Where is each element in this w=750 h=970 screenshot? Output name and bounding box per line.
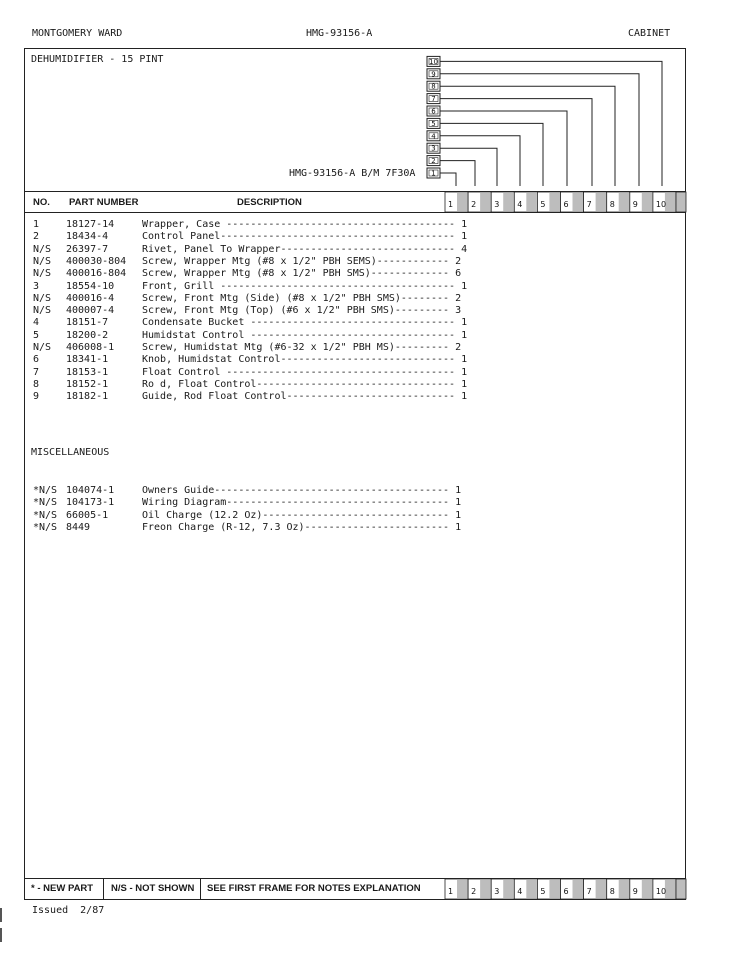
part-description: Screw, Front Mtg (Side) (#8 x 1/2" PBH SMS)-------- 2 [142, 292, 462, 304]
ref-no: N/S [33, 342, 52, 353]
part-description: Float Control -------------------------------------- 1 [142, 366, 468, 378]
ref-no: 9 [33, 391, 40, 403]
svg-text:10: 10 [655, 200, 667, 209]
part-description: Guide, Rod Float Control---------------------------- 1 [142, 391, 468, 403]
see-first-frame-note: SEE FIRST FRAME FOR NOTES EXPLANATION [207, 883, 421, 894]
svg-text:3: 3 [494, 887, 500, 896]
ref-no: N/S [33, 268, 52, 280]
svg-text:2: 2 [471, 887, 477, 896]
svg-text:7: 7 [586, 200, 592, 209]
issued-date: Issued 2/87 [32, 905, 105, 916]
col-description-label: DESCRIPTION [237, 197, 302, 208]
svg-text:2: 2 [471, 200, 477, 209]
scan-mark [0, 928, 2, 942]
ref-no: *N/S [33, 497, 58, 509]
ref-no: 7 [33, 366, 40, 378]
svg-text:5: 5 [540, 887, 546, 896]
col-no-label: NO. [33, 197, 50, 208]
part-number: 8449 [66, 521, 91, 533]
svg-text:9: 9 [632, 200, 638, 209]
ref-no: *N/S [33, 485, 58, 496]
svg-text:3: 3 [431, 144, 436, 153]
part-number: 18127-14 [66, 219, 115, 230]
ref-no: N/S [33, 305, 52, 317]
not-shown-legend: N/S - NOT SHOWN [111, 883, 195, 894]
ref-no: N/S [33, 243, 52, 255]
svg-text:2: 2 [431, 157, 436, 166]
part-description: Ro d, Float Control--------------------------------- 1 [142, 378, 468, 390]
ref-no: 6 [33, 354, 40, 366]
ref-no: 8 [33, 378, 40, 390]
svg-text:7: 7 [431, 95, 436, 104]
misc-heading: MISCELLANEOUS [31, 447, 110, 458]
part-description: Knob, Humidstat Control----------------------------- 1 [142, 354, 468, 366]
svg-text:5: 5 [540, 200, 546, 209]
part-description: Owners Guide--------------------------------------- 1 [142, 485, 462, 496]
part-number: 18554-10 [66, 280, 115, 292]
part-number: 400030-804 [66, 255, 127, 267]
ref-no: 1 [33, 219, 40, 230]
part-description: Screw, Front Mtg (Top) (#6 x 1/2" PBH SMS)--------- 3 [142, 305, 462, 317]
ref-column-box [584, 879, 607, 899]
new-part-legend: * - NEW PART [31, 883, 94, 894]
svg-text:5: 5 [431, 119, 436, 128]
svg-text:7: 7 [586, 887, 592, 896]
part-description: Control Panel--------------------------------------- 1 [142, 231, 468, 243]
part-number: 18152-1 [66, 378, 109, 390]
svg-text:6: 6 [563, 887, 569, 896]
svg-text:3: 3 [494, 200, 500, 209]
bm-label: HMG-93156-A B/M 7F30A [289, 168, 416, 179]
ref-column-box [653, 879, 676, 899]
svg-text:8: 8 [431, 82, 436, 91]
document-title: DEHUMIDIFIER - 15 PINT [31, 54, 164, 65]
ref-no: N/S [33, 255, 52, 267]
part-number: 18151-7 [66, 317, 109, 329]
svg-text:6: 6 [563, 200, 569, 209]
ref-no: *N/S [33, 509, 58, 521]
part-description: Screw, Humidstat Mtg (#6-32 x 1/2" PBH MS)--------- 2 [142, 342, 462, 353]
ref-column-box [607, 879, 630, 899]
svg-text:9: 9 [431, 70, 436, 79]
part-number: 400016-4 [66, 292, 115, 304]
part-number: 18341-1 [66, 354, 109, 366]
part-number: 104173-1 [66, 497, 115, 509]
svg-text:1: 1 [448, 200, 454, 209]
ref-no: N/S [33, 292, 52, 304]
part-number: 26397-7 [66, 243, 109, 255]
ref-column-box [537, 879, 560, 899]
ref-no: 2 [33, 231, 40, 243]
part-number: 66005-1 [66, 509, 109, 521]
header-section: CABINET [628, 28, 671, 39]
part-number: 400016-804 [66, 268, 127, 280]
part-description: Screw, Wrapper Mtg (#8 x 1/2" PBH SEMS)------------ 2 [142, 255, 462, 267]
part-description: Rivet, Panel To Wrapper----------------------------- 4 [142, 243, 468, 255]
part-number: 18200-2 [66, 329, 109, 341]
part-description: Freon Charge (R-12, 7.3 Oz)------------------------ 1 [142, 521, 462, 533]
svg-text:4: 4 [517, 200, 523, 209]
svg-text:1: 1 [448, 887, 454, 896]
svg-text:8: 8 [609, 887, 615, 896]
part-number: 104074-1 [66, 485, 115, 496]
svg-text:1: 1 [431, 169, 436, 178]
part-number: 18182-1 [66, 391, 109, 403]
ref-column-box [491, 879, 514, 899]
ref-column-box [445, 879, 468, 899]
col-part-number-label: PART NUMBER [69, 197, 139, 208]
ref-no: 5 [33, 329, 40, 341]
part-number: 18434-4 [66, 231, 109, 243]
part-description: Oil Charge (12.2 Oz)------------------------------- 1 [142, 509, 462, 521]
part-description: Condensate Bucket ---------------------------------- 1 [142, 317, 468, 329]
ref-column-box [468, 879, 491, 899]
svg-text:9: 9 [632, 887, 638, 896]
ref-no: *N/S [33, 521, 58, 533]
part-number: 18153-1 [66, 366, 109, 378]
header-brand: MONTGOMERY WARD [32, 28, 123, 39]
ref-no: 4 [33, 317, 40, 329]
part-description: Wrapper, Case -------------------------------------- 1 [142, 219, 468, 230]
svg-text:4: 4 [517, 887, 523, 896]
ref-column-box [630, 879, 653, 899]
svg-text:8: 8 [609, 200, 615, 209]
svg-text:6: 6 [431, 107, 436, 116]
part-number: 406008-1 [66, 342, 115, 353]
svg-text:10: 10 [655, 887, 667, 896]
part-description: Humidstat Control ---------------------------------- 1 [142, 329, 468, 341]
part-number: 400007-4 [66, 305, 115, 317]
ref-column-box [561, 879, 584, 899]
header-model: HMG-93156-A [306, 28, 373, 39]
part-description: Front, Grill --------------------------------------- 1 [142, 280, 468, 292]
svg-text:4: 4 [431, 132, 436, 141]
scan-mark [0, 908, 2, 922]
ref-no: 3 [33, 280, 40, 292]
part-description: Screw, Wrapper Mtg (#8 x 1/2" PBH SMS)------------- 6 [142, 268, 462, 280]
part-description: Wiring Diagram------------------------------------- 1 [142, 497, 462, 509]
svg-text:10: 10 [429, 57, 438, 66]
ref-column-box [514, 879, 537, 899]
